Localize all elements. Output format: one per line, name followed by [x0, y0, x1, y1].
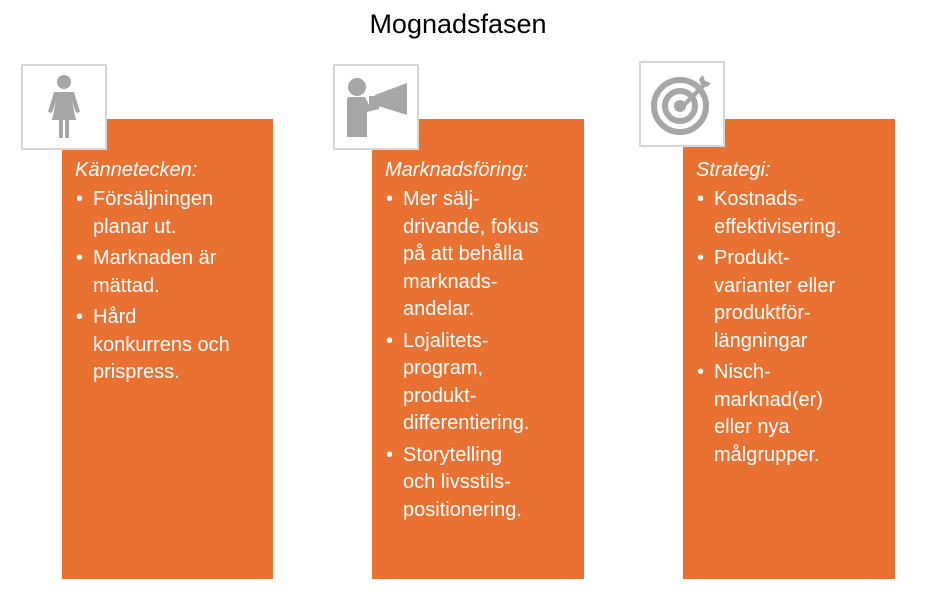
card-characteristics: [62, 119, 273, 579]
list-item: • Kostnads- effektivisering.: [696, 186, 883, 241]
bullet-list: [696, 186, 883, 469]
list-item: • Lojalitets- program, produkt- differentiering.: [385, 328, 572, 438]
list-item: • Försäljningen planar ut.: [75, 186, 261, 241]
card-heading: Marknadsföring:: [385, 159, 529, 181]
list-item: • Marknaden är mättad.: [75, 245, 261, 300]
bullet-list: [75, 186, 261, 387]
list-item: • Mer sälj- drivande, fokus på att behålla marknads- andelar.: [385, 186, 572, 324]
target-icon: [649, 71, 715, 137]
card-heading: Kännetecken:: [75, 159, 198, 181]
megaphone-icon: [341, 75, 411, 139]
card-marketing: [372, 119, 584, 579]
target-icon-box: [639, 61, 725, 147]
person-icon: [39, 74, 89, 140]
list-item: • Produkt- varianter eller produktför- längningar: [696, 245, 883, 355]
megaphone-icon-box: [333, 64, 419, 150]
page-title: Mognadsfasen: [369, 9, 547, 39]
person-icon-box: [21, 64, 107, 150]
card-heading: Strategi:: [696, 159, 771, 181]
card-strategy: [683, 119, 895, 579]
bullet-list: [385, 186, 572, 524]
list-item: • Hård konkurrens och prispress.: [75, 304, 261, 387]
list-item: • Storytelling och livsstils- positionering.: [385, 442, 572, 525]
list-item: • Nisch- marknad(er) eller nya målgrupper.: [696, 359, 883, 469]
